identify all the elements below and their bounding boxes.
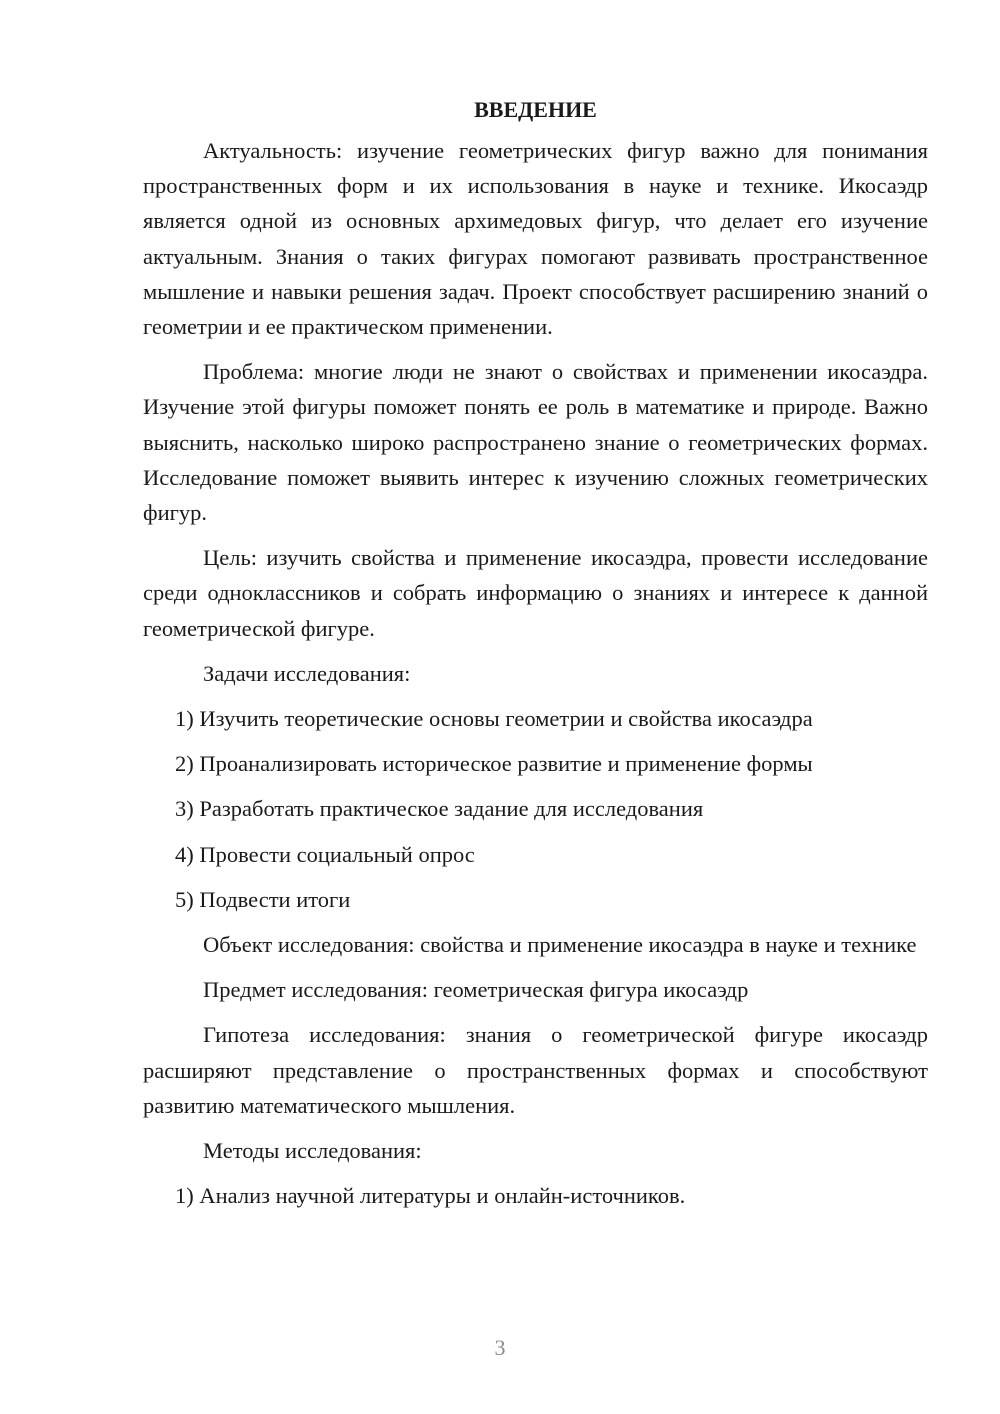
goal-paragraph: Цель: изучить свойства и применение икосаэдра, провести исследование среди одноклассников и собрать информацию о знаниях и интересе к данной геометрической фигуре.: [143, 545, 928, 641]
list-item: 5) Подвести итоги: [175, 886, 351, 912]
page-number: 3: [494, 1335, 506, 1360]
methods-title: Методы исследования:: [203, 1138, 422, 1164]
document-page: [143, 93, 928, 1223]
relevance-paragraph: Актуальность: изучение геометрических фигур важно для понимания пространственных форм и их использования в науке и технике. Икосаэдр является одной из основных архимедовых фигур, что делает его изучение актуальным. Знания о таких фигурах помогают развивать пространственное мышление и навыки решения задач. Проект способствует расширению знаний о геометрии и ее практическом применении.: [143, 138, 928, 340]
problem-paragraph: Проблема: многие люди не знают о свойствах и применении икосаэдра. Изучение этой фигуры поможет понять ее роль в математике и природе. Важно выяснить, насколько широко распространено знание о геометрических формах. Исследование поможет выявить интерес к изучению сложных геометрических фигур.: [143, 359, 928, 526]
list-item: 1) Анализ научной литературы и онлайн-источников.: [175, 1183, 686, 1209]
hypothesis-paragraph: Гипотеза исследования: знания о геометрической фигуре икосаэдр расширяют представление о пространственных формах и способствуют развитию математического мышления.: [143, 1022, 928, 1118]
list-item: 1) Изучить теоретические основы геометрии и свойства икосаэдра: [175, 706, 813, 732]
subject-paragraph: Предмет исследования: геометрическая фигура икосаэдр: [203, 977, 749, 1003]
tasks-list: [143, 701, 928, 917]
list-item: 2) Проанализировать историческое развитие и применение формы: [175, 751, 813, 777]
methods-list: [143, 1178, 928, 1213]
section-heading: ВВЕДЕНИЕ: [474, 97, 597, 122]
list-item: 4) Провести социальный опрос: [175, 841, 475, 867]
tasks-title: Задачи исследования:: [203, 660, 411, 686]
list-item: 3) Разработать практическое задание для исследования: [175, 796, 704, 822]
object-paragraph: Объект исследования: свойства и применение икосаэдра в науке и технике: [203, 932, 917, 958]
